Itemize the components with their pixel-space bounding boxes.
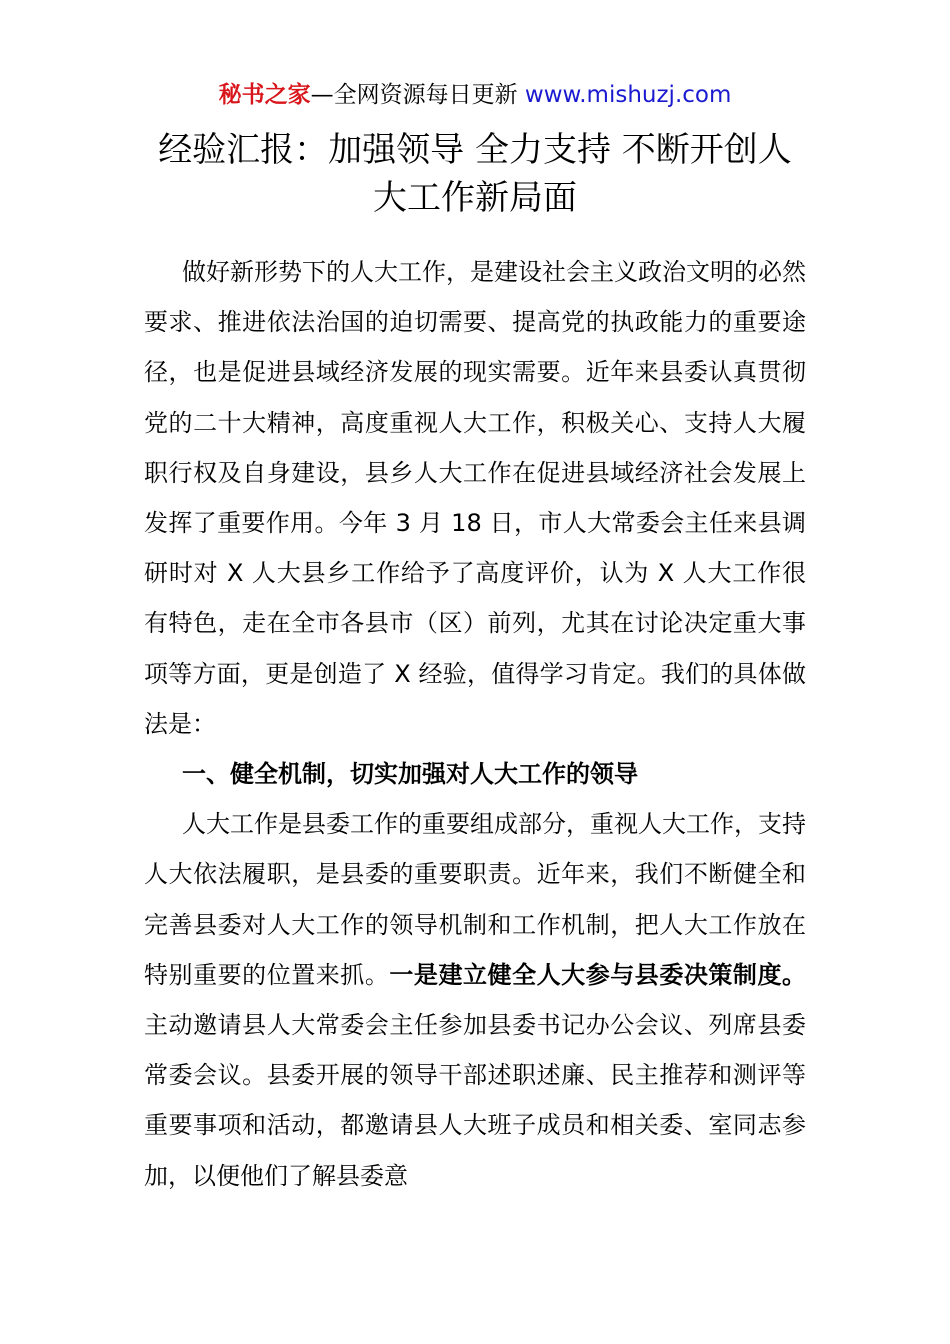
section-1-bold-point: 一是建立健全人大参与县委决策制度。 xyxy=(389,960,807,989)
section-1-text-a: 人大工作是县委工作的重要组成部分，重视人大工作，支持人大依法履职，是县委的重要职责。近年来，我们不断健全和完善县委对人大工作的领导机制和工作机制，把人大工作放在特别重要的位置来抓。 xyxy=(144,810,806,989)
title-line-2: 大工作新局面 xyxy=(373,178,577,218)
document-title xyxy=(100,126,850,222)
section-heading-1: 一、健全机制，切实加强对人大工作的领导 xyxy=(182,760,638,789)
brand-name: 秘书之家 xyxy=(218,82,311,108)
section-1-text-b: 主动邀请县人大常委会主任参加县委书记办公会议、列席县委常委会议。县委开展的领导干部述职述廉、民主推荐和测评等重要事项和活动，都邀请县人大班子成员和相关委、室同志参加，以便他们了解县委意 xyxy=(144,1011,806,1190)
intro-paragraph: 做好新形势下的人大工作，是建设社会主义政治文明的必然要求、推进依法治国的迫切需要、提高党的执政能力的重要途径，也是促进县域经济发展的现实需要。近年来县委认真贯彻党的二十大精神，高度重视人大工作，积极关心、支持人大履职行权及自身建设，县乡人大工作在促进县域经济社会发展上发挥了重要作用。今年 3 月 18 日，市人大常委会主任来县调研时对 X 人大县乡工作给予了高度评价，认为 X 人大工作很有特色，走在全市各县市（区）前列，尤其在讨论决定重大事项等方面，更是创造了 X 经验，值得学习肯定。我们的具体做法是： xyxy=(144,258,806,738)
site-header xyxy=(0,78,950,112)
site-url[interactable]: www.mishuzj.com xyxy=(524,82,732,108)
header-tagline: —全网资源每日更新 xyxy=(310,82,525,108)
section-1-paragraph xyxy=(144,799,806,1201)
title-line-1: 经验汇报：加强领导 全力支持 不断开创人 xyxy=(158,130,792,170)
document-body xyxy=(144,247,806,1201)
